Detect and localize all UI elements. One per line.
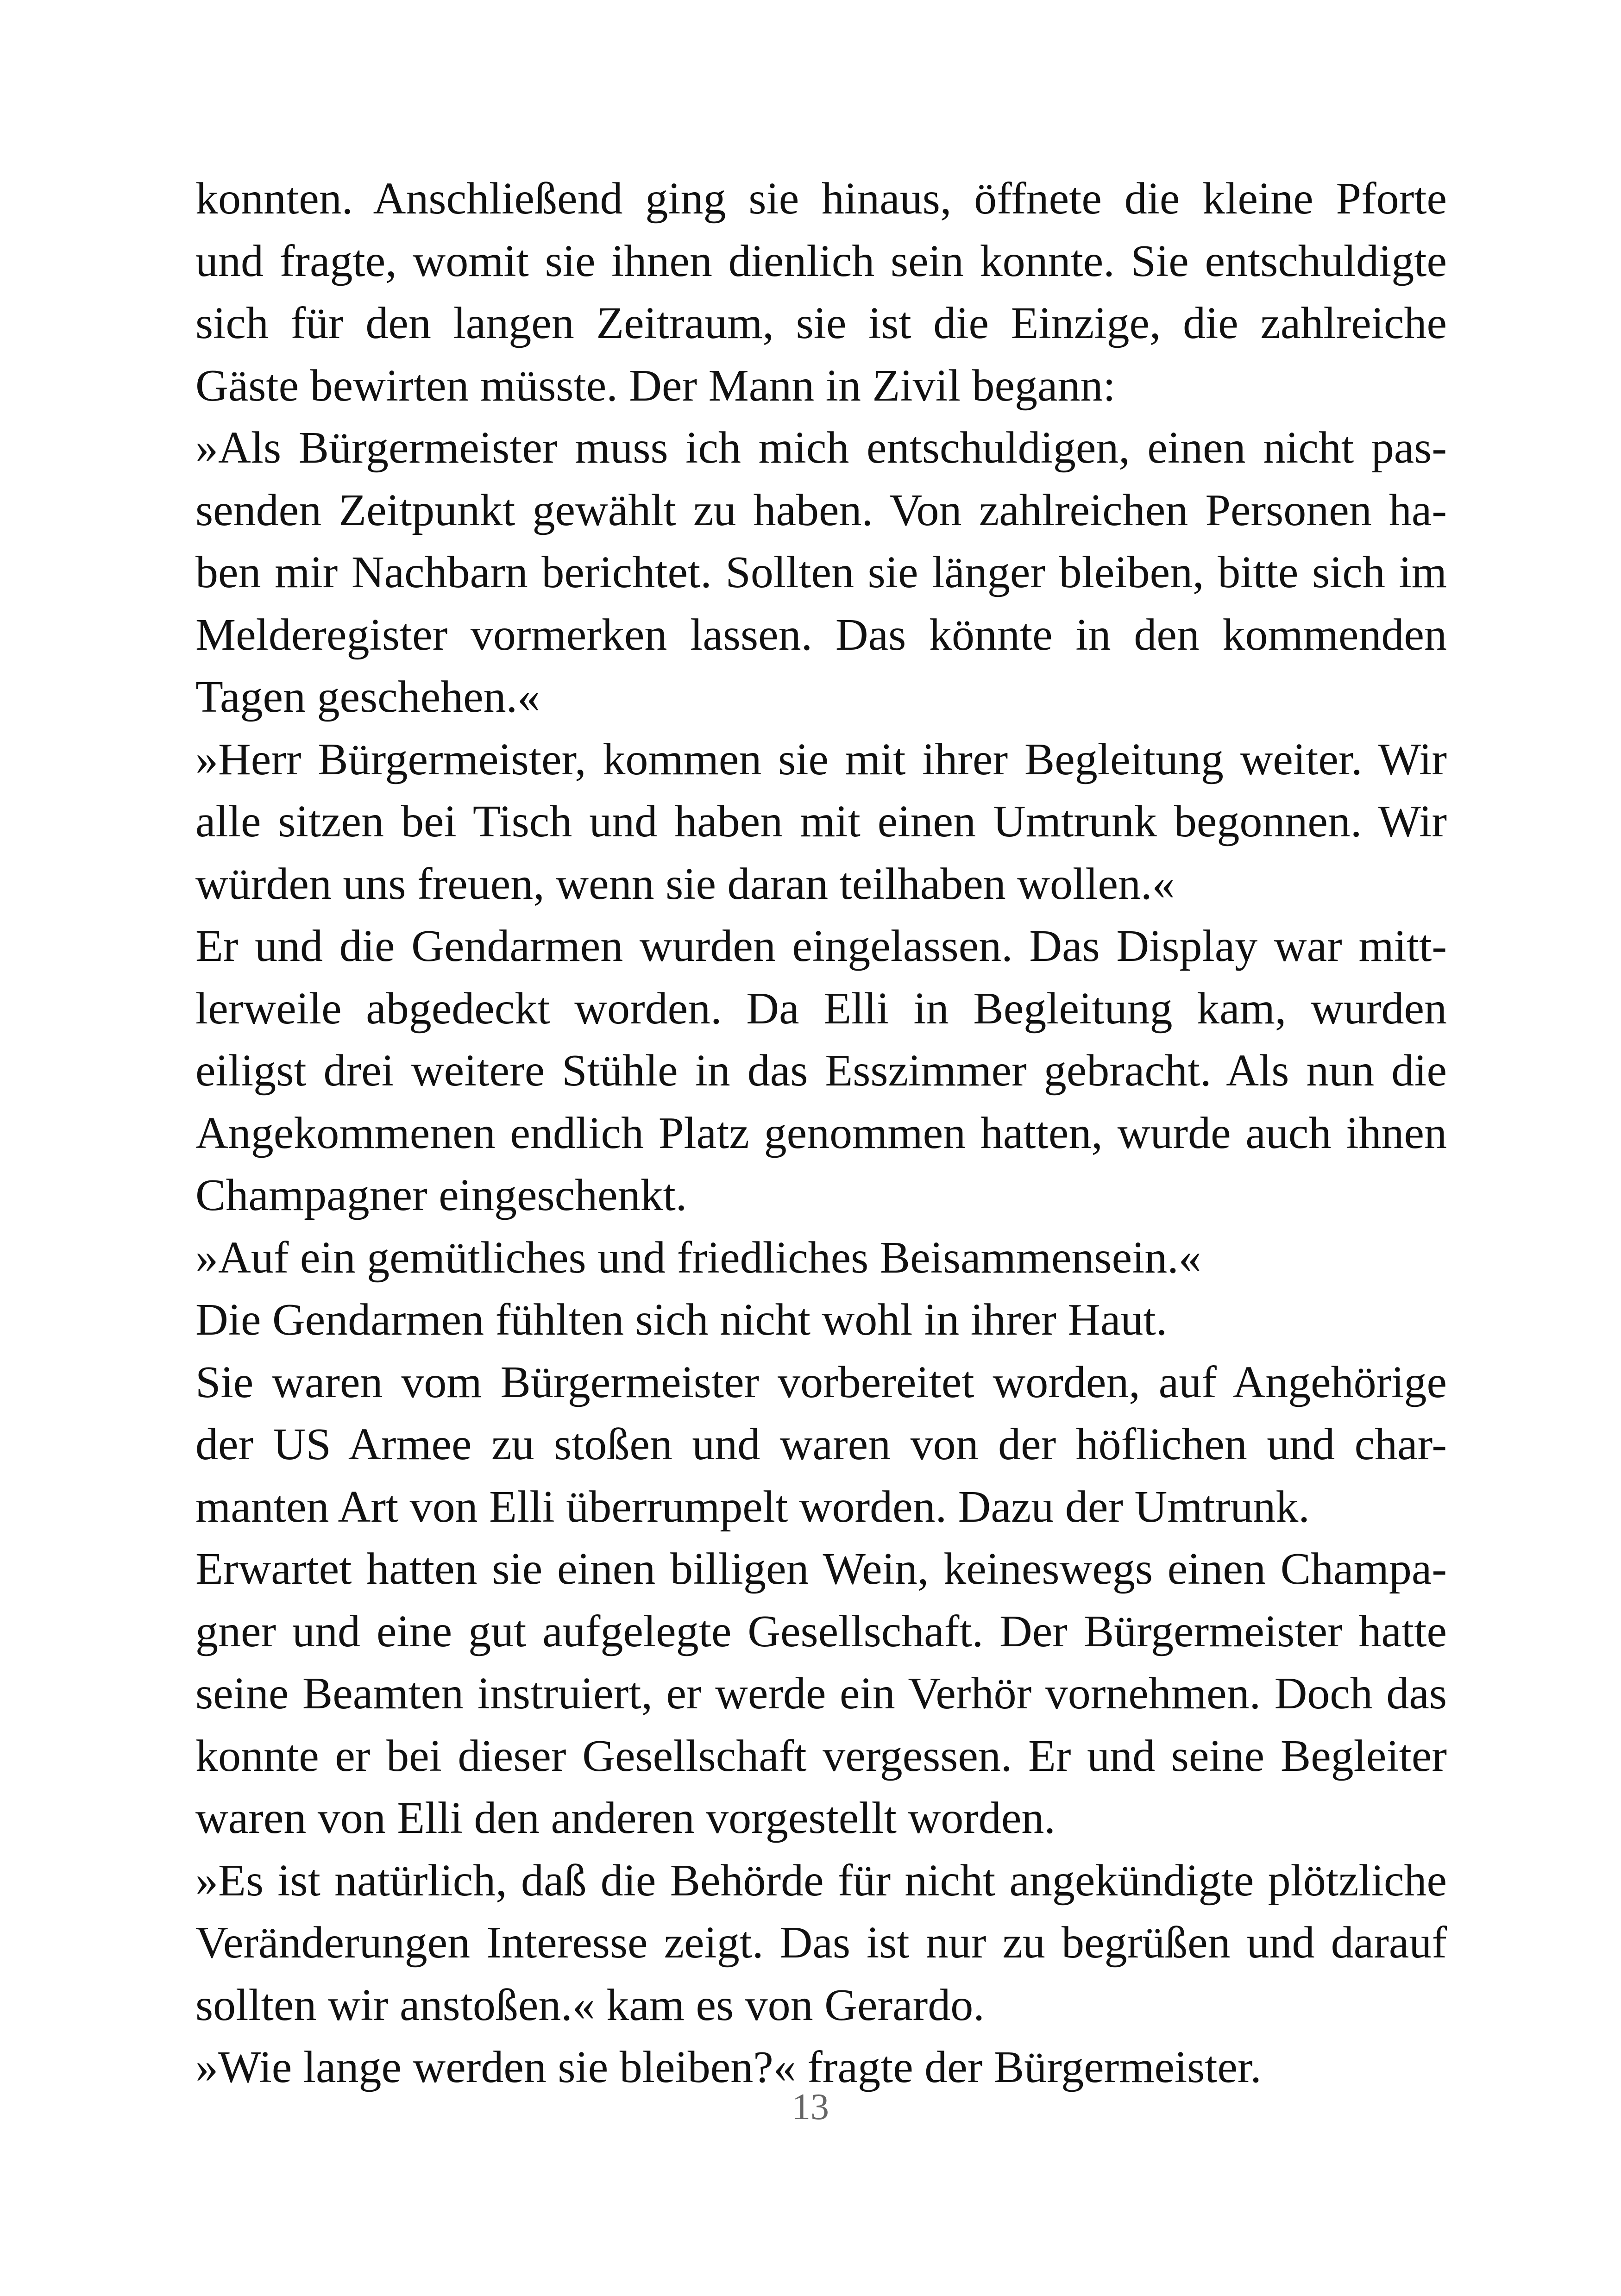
text-line: würden uns freuen, wenn sie daran teilhaben wollen.« [195,859,1175,909]
text-line: Die Gendarmen fühlten sich nicht wohl in ihrer Haut. [195,1295,1168,1345]
text-line: Tagen geschehen.« [195,672,540,722]
text-line: Erwartet hatten sie einen billigen Wein, keineswegs einen Champa- [195,1544,1447,1594]
text-line: sich für den langen Zeitraum, sie ist die Einzige, die zahlreiche [195,298,1447,348]
text-line: sollten wir anstoßen.« kam es von Gerardo. [195,1980,985,2030]
text-line: konnten. Anschließend ging sie hinaus, öffnete die kleine Pforte [195,174,1447,224]
text-line: gner und eine gut aufgelegte Gesellschaft. Der Bürgermeister hatte [195,1606,1447,1656]
body-text [195,168,1447,2099]
text-line: konnte er bei dieser Gesellschaft vergessen. Er und seine Begleiter [195,1731,1447,1781]
text-line: Sie waren vom Bürgermeister vorbereitet worden, auf Angehörige [195,1357,1447,1407]
text-line: Melderegister vormerken lassen. Das könnte in den kommenden [195,609,1447,660]
text-line: manten Art von Elli überrumpelt worden. Dazu der Umtrunk. [195,1481,1310,1532]
text-line: »Es ist natürlich, daß die Behörde für nicht angekündigte plötzliche [195,1855,1447,1906]
text-line: Veränderungen Interesse zeigt. Das ist nur zu begrüßen und darauf [195,1918,1447,1968]
text-line: »Als Bürgermeister muss ich mich entschuldigen, einen nicht pas- [195,423,1447,473]
text-line: eiligst drei weitere Stühle in das Esszimmer gebracht. Als nun die [195,1046,1447,1096]
text-line: alle sitzen bei Tisch und haben mit einen Umtrunk begonnen. Wir [195,797,1447,847]
text-line: ben mir Nachbarn berichtet. Sollten sie länger bleiben, bitte sich im [195,547,1447,597]
text-line: »Wie lange werden sie bleiben?« fragte der Bürgermeister. [195,2042,1262,2092]
text-line: und fragte, womit sie ihnen dienlich sein konnte. Sie entschuldigte [195,236,1447,286]
text-line: Gäste bewirten müsste. Der Mann in Zivil begann: [195,360,1116,411]
text-line: der US Armee zu stoßen und waren von der höflichen und char- [195,1419,1447,1469]
text-line: »Herr Bürgermeister, kommen sie mit ihrer Begleitung weiter. Wir [195,734,1447,784]
page-number: 13 [792,2087,829,2127]
text-line: »Auf ein gemütliches und friedliches Beisammensein.« [195,1232,1201,1283]
text-line: seine Beamten instruiert, er werde ein Verhör vornehmen. Doch das [195,1669,1447,1719]
text-line: Angekommenen endlich Platz genommen hatten, wurde auch ihnen [195,1108,1447,1158]
text-line: lerweile abgedeckt worden. Da Elli in Begleitung kam, wurden [195,983,1447,1034]
text-line: senden Zeitpunkt gewählt zu haben. Von zahlreichen Personen ha- [195,485,1447,535]
text-line: waren von Elli den anderen vorgestellt worden. [195,1793,1056,1843]
text-line: Champagner eingeschenkt. [195,1170,687,1220]
text-line: Er und die Gendarmen wurden eingelassen. Das Display war mitt- [195,921,1447,971]
